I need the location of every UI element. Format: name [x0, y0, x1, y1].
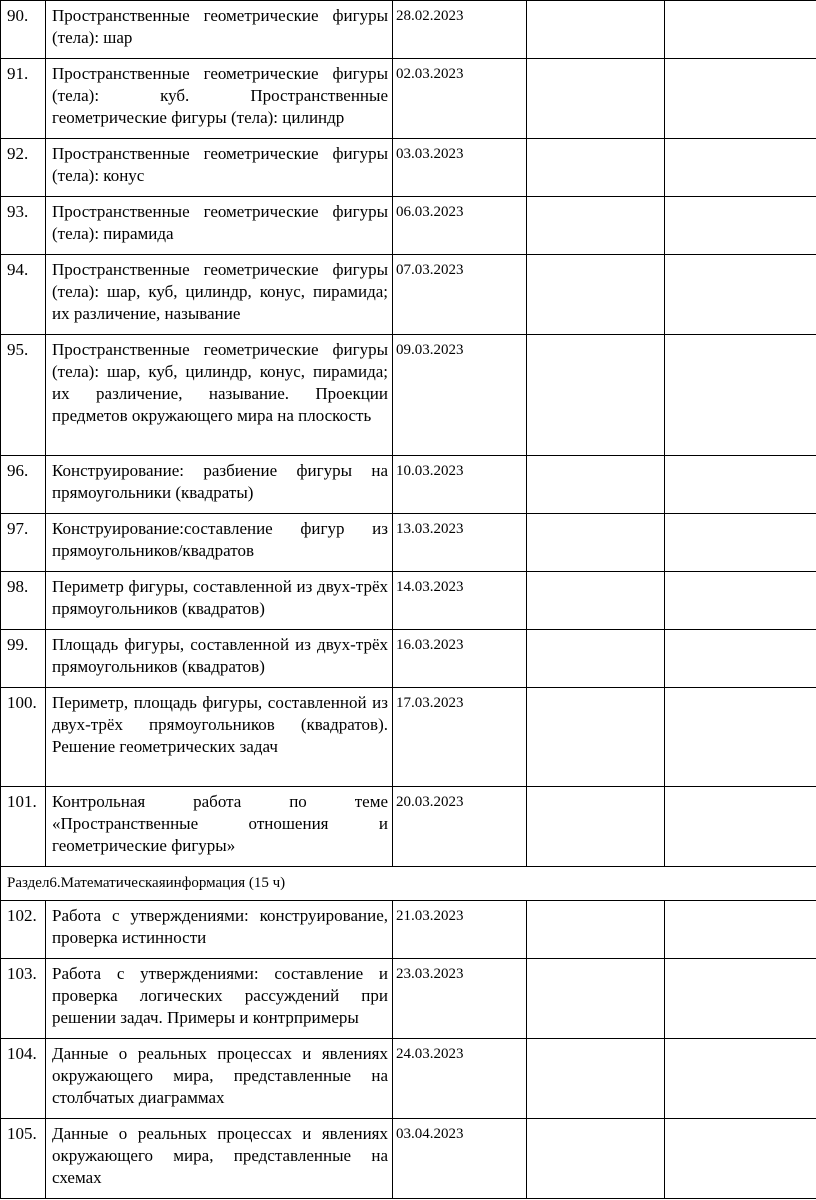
lesson-number: 105.: [1, 1119, 46, 1199]
table-row: [1, 456, 816, 514]
table-row: [1, 59, 816, 139]
lesson-topic: Пространственные геометрические фигуры (тела): шар, куб, цилиндр, конус, пирамида; их различение, называние. Проекции предметов окружающего мира на плоскость: [46, 335, 393, 456]
empty-cell: [527, 1, 665, 59]
lesson-number: 101.: [1, 787, 46, 867]
empty-cell: [665, 1039, 816, 1119]
empty-cell: [527, 787, 665, 867]
lesson-topic: Данные о реальных процессах и явлениях окружающего мира, представленные на столбчатых диаграммах: [46, 1039, 393, 1119]
empty-cell: [665, 335, 816, 456]
table-row: [1, 959, 816, 1039]
empty-cell: [665, 255, 816, 335]
lesson-date: 03.04.2023: [393, 1119, 527, 1199]
lesson-topic: Периметр, площадь фигуры, составленной из двух-трёх прямоугольников (квадратов). Решение геометрических задач: [46, 688, 393, 787]
table-row: [1, 688, 816, 787]
lesson-topic: Контрольная работа по теме «Пространственные отношения и геометрические фигуры»: [46, 787, 393, 867]
lesson-date: 17.03.2023: [393, 688, 527, 787]
lesson-number: 98.: [1, 572, 46, 630]
empty-cell: [665, 901, 816, 959]
lesson-date: 09.03.2023: [393, 335, 527, 456]
lesson-number: 93.: [1, 197, 46, 255]
lesson-number: 95.: [1, 335, 46, 456]
empty-cell: [527, 572, 665, 630]
lesson-topic: Работа с утверждениями: составление и проверка логических рассуждений при решении задач. Примеры и контрпримеры: [46, 959, 393, 1039]
lesson-date: 14.03.2023: [393, 572, 527, 630]
table-row: [1, 1119, 816, 1199]
table-row: [1, 630, 816, 688]
empty-cell: [665, 197, 816, 255]
section-row: [1, 867, 816, 901]
lesson-number: 102.: [1, 901, 46, 959]
empty-cell: [527, 901, 665, 959]
lesson-topic: Пространственные геометрические фигуры (тела): шар: [46, 1, 393, 59]
empty-cell: [665, 572, 816, 630]
lesson-number: 96.: [1, 456, 46, 514]
lesson-topic: Конструирование:составление фигур из прямоугольников/квадратов: [46, 514, 393, 572]
table-row: [1, 787, 816, 867]
lesson-date: 20.03.2023: [393, 787, 527, 867]
lesson-date: 03.03.2023: [393, 139, 527, 197]
lesson-date: 28.02.2023: [393, 1, 527, 59]
empty-cell: [527, 1039, 665, 1119]
table-row: [1, 1, 816, 59]
lesson-topic: Пространственные геометрические фигуры (тела): куб. Пространственные геометрические фигуры (тела): цилиндр: [46, 59, 393, 139]
empty-cell: [665, 59, 816, 139]
lesson-date: 16.03.2023: [393, 630, 527, 688]
lesson-date: 23.03.2023: [393, 959, 527, 1039]
empty-cell: [665, 630, 816, 688]
lesson-date: 06.03.2023: [393, 197, 527, 255]
empty-cell: [665, 959, 816, 1039]
lesson-number: 90.: [1, 1, 46, 59]
lesson-date: 10.03.2023: [393, 456, 527, 514]
empty-cell: [527, 1119, 665, 1199]
empty-cell: [527, 456, 665, 514]
empty-cell: [527, 335, 665, 456]
lesson-date: 13.03.2023: [393, 514, 527, 572]
section-title: Раздел6.Математическаяинформация (15 ч): [1, 867, 816, 901]
empty-cell: [665, 139, 816, 197]
empty-cell: [665, 456, 816, 514]
lesson-number: 104.: [1, 1039, 46, 1119]
table-row: [1, 335, 816, 456]
table-row: [1, 197, 816, 255]
empty-cell: [665, 1, 816, 59]
lesson-topic: Площадь фигуры, составленной из двух-трёх прямоугольников (квадратов): [46, 630, 393, 688]
lesson-date: 07.03.2023: [393, 255, 527, 335]
empty-cell: [527, 959, 665, 1039]
empty-cell: [527, 59, 665, 139]
lesson-date: 21.03.2023: [393, 901, 527, 959]
empty-cell: [527, 139, 665, 197]
empty-cell: [527, 514, 665, 572]
lesson-topic: Пространственные геометрические фигуры (тела): конус: [46, 139, 393, 197]
table-row: [1, 514, 816, 572]
empty-cell: [527, 255, 665, 335]
lesson-number: 91.: [1, 59, 46, 139]
lesson-topic: Работа с утверждениями: конструирование, проверка истинности: [46, 901, 393, 959]
table-row: [1, 255, 816, 335]
empty-cell: [665, 688, 816, 787]
table-row: [1, 572, 816, 630]
empty-cell: [665, 1119, 816, 1199]
lesson-topic: Пространственные геометрические фигуры (тела): шар, куб, цилиндр, конус, пирамида; их различение, называние: [46, 255, 393, 335]
empty-cell: [665, 514, 816, 572]
lesson-topic: Периметр фигуры, составленной из двух-трёх прямоугольников (квадратов): [46, 572, 393, 630]
lesson-number: 99.: [1, 630, 46, 688]
lesson-topic: Пространственные геометрические фигуры (тела): пирамида: [46, 197, 393, 255]
lesson-number: 92.: [1, 139, 46, 197]
lesson-topic: Конструирование: разбиение фигуры на прямоугольники (квадраты): [46, 456, 393, 514]
empty-cell: [527, 688, 665, 787]
lesson-topic: Данные о реальных процессах и явлениях окружающего мира, представленные на схемах: [46, 1119, 393, 1199]
lesson-date: 02.03.2023: [393, 59, 527, 139]
empty-cell: [527, 630, 665, 688]
lesson-date: 24.03.2023: [393, 1039, 527, 1119]
table-row: [1, 1039, 816, 1119]
empty-cell: [527, 197, 665, 255]
table-row: [1, 901, 816, 959]
lesson-number: 97.: [1, 514, 46, 572]
lesson-number: 94.: [1, 255, 46, 335]
lesson-number: 100.: [1, 688, 46, 787]
table-row: [1, 139, 816, 197]
lesson-number: 103.: [1, 959, 46, 1039]
empty-cell: [665, 787, 816, 867]
